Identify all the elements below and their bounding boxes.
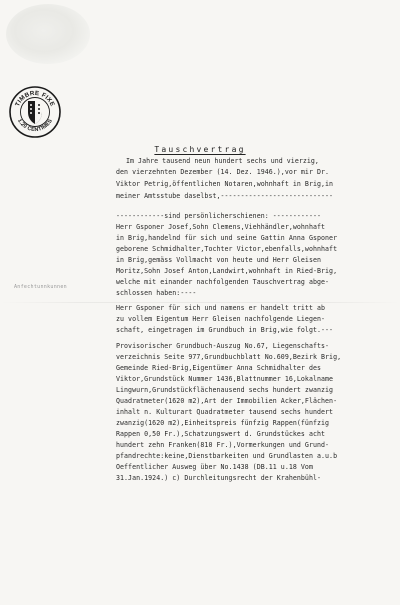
text-line: Viktor,Grundstück Nummer 1436,Blattnummer 16,Lokalname <box>116 375 334 383</box>
margin-note: Anfechtunnkunnen <box>14 284 67 290</box>
timbre-fixe-stamp <box>9 86 61 138</box>
text-line: Gemeinde Ried-Brig,Eigentümer Anna Schmidhalter des <box>116 364 322 372</box>
text-line: Lingwurn,Grundstückflächenausend sechs hundert zwanzig <box>116 386 334 394</box>
text-line: schaft, eingetragen im Grundbuch in Brig,wie folgt.--- <box>116 326 334 334</box>
coat-of-arms-icon <box>28 101 42 124</box>
embossed-seal <box>6 4 90 64</box>
text-line: Moritz,Sohn Josef Anton,Landwirt,wohnhaft in Ried-Brig, <box>116 267 338 275</box>
text-line: pfandrechte:keine,Dienstbarkeiten und Grundlasten a.u.b <box>116 452 338 460</box>
text-line: ------------sind persönlicherschienen: ------------ <box>116 212 322 220</box>
document-title: Tauschvertrag <box>154 145 246 154</box>
text-line: zu vollem Eigentum Herr Gleisen nachfolgende Liegen- <box>116 315 326 323</box>
text-line: Oeffentlicher Ausweg über No.1438 (DB.11 u.18 Vom <box>116 463 313 471</box>
text-line: Rappen 0,50 Fr.),Schatzungswert d. Grundstückes acht <box>116 430 326 438</box>
text-line: zwanzig(1620 m2),Einheitspreis fünfzig Rappen(fünfzig <box>116 419 330 427</box>
text-line: schlossen haben:---- <box>116 289 197 297</box>
text-line: Herr Gsponer Josef,Sohn Clemens,Viehhändler,wohnhaft <box>116 223 326 231</box>
stamp-bottom-text: 1.20 CENTIMES <box>16 118 54 134</box>
stamp-top-text: TIMBRE FIXE <box>14 89 56 108</box>
text-line: meiner Amtsstube daselbst,---------------------------- <box>116 192 334 200</box>
text-line: geborene Schmidhalter,Tochter Victor,ebenfalls,wohnhaft <box>116 245 338 253</box>
text-line: Im Jahre tausend neun hundert sechs und vierzig, <box>126 157 319 165</box>
text-line: 31.Jan.1924.) c) Durchleitungsrecht der Krahenbühl- <box>116 474 322 482</box>
text-line: hundert zehn Franken(810 Fr.),Vormerkungen und Grund- <box>116 441 330 449</box>
text-line: Quadratmeter(1620 m2),Art der Immobilien Acker,Flächen- <box>116 397 338 405</box>
text-line: in Brig,handelnd für sich und seine Gattin Anna Gsponer <box>116 234 338 242</box>
text-line: Provisorischer Grundbuch-Auszug No.67, Liegenschafts- <box>116 342 330 350</box>
text-line: den vierzehnten Dezember (14. Dez. 1946.),vor mir Dr. <box>116 168 330 176</box>
text-line: in Brig,gemäss Vollmacht von heute und Herr Gleisen <box>116 256 322 264</box>
text-line: verzeichnis Seite 977,Grundbuchblatt No.609,Bezirk Brig, <box>116 353 342 361</box>
paper-fold <box>0 302 400 303</box>
text-line: Viktor Petrig,öffentlichen Notaren,wohnhaft in Brig,in <box>116 180 334 188</box>
text-line: Herr Gsponer für sich und namens er handelt tritt ab <box>116 304 326 312</box>
text-line: welche mit einander nachfolgenden Tauschvertrag abge- <box>116 278 330 286</box>
text-line: inhalt n. Kulturart Quadratmeter tausend sechs hundert <box>116 408 334 416</box>
